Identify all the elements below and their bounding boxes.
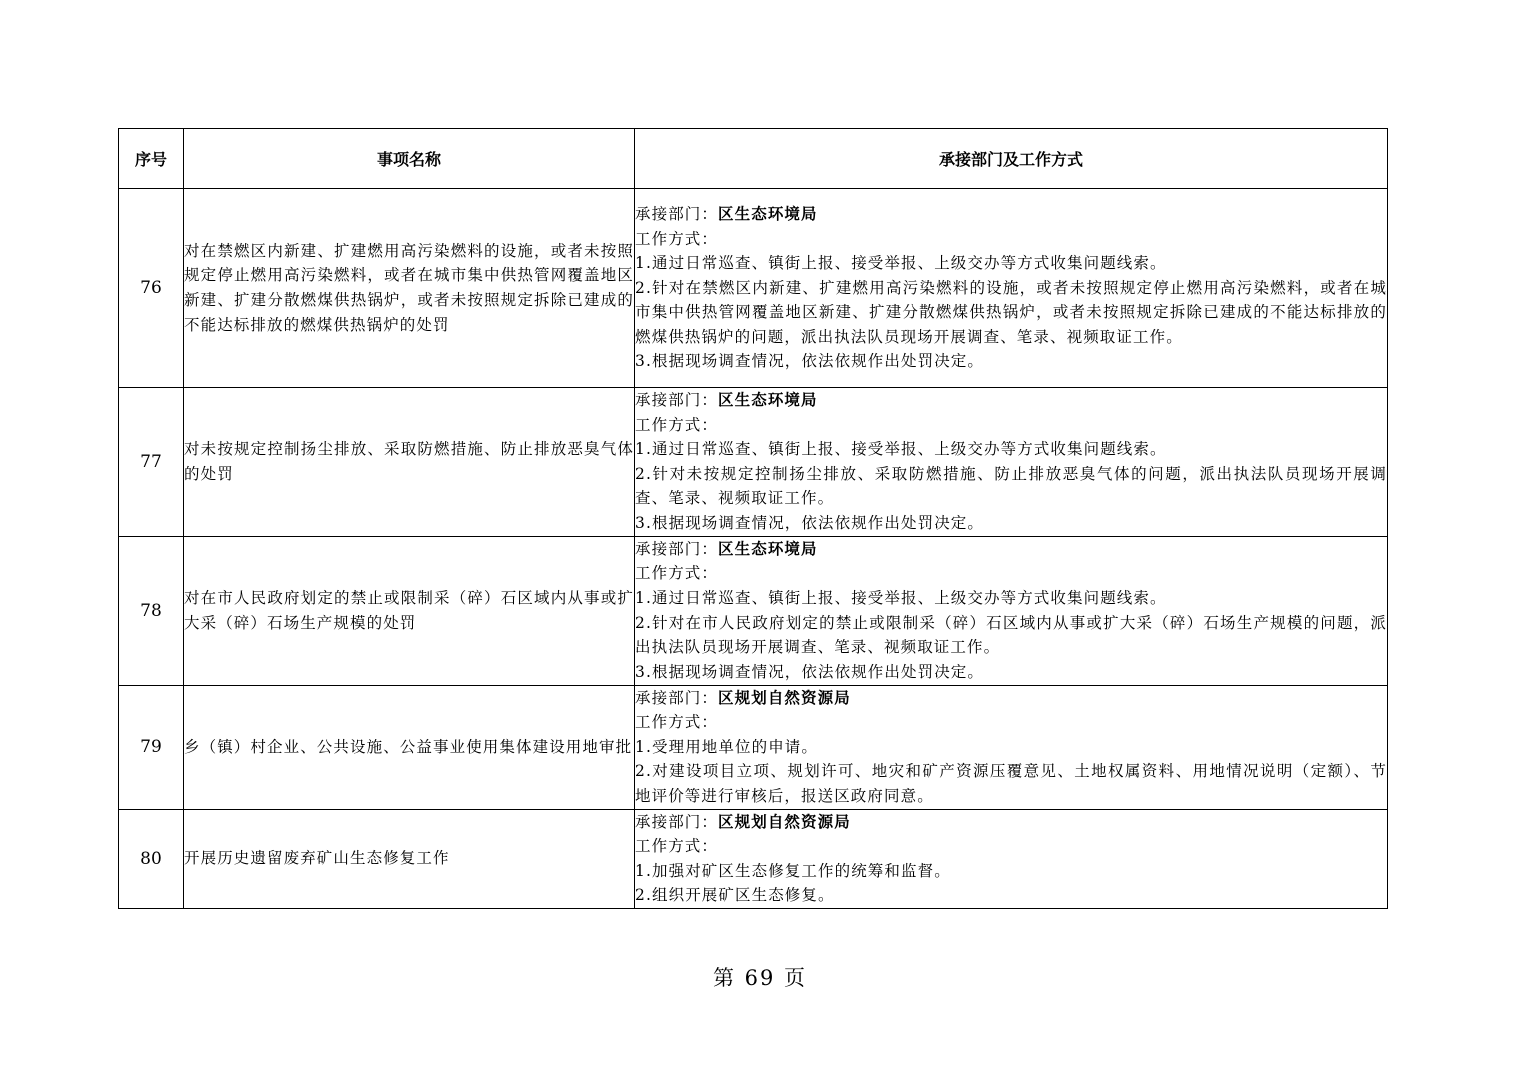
step-text: 2.组织开展矿区生态修复。 [635,886,835,905]
matter-name: 开展历史遗留废弃矿山生态修复工作 [184,809,635,908]
matter-name: 对在禁燃区内新建、扩建燃用高污染燃料的设施，或者未按照规定停止燃用高污染燃料，或者在城市集中供热管网覆盖地区新建、扩建分散燃煤供热锅炉，或者未按照规定拆除已建成的不能达标排放的燃煤供热锅炉的处罚 [184,189,635,388]
dept-prefix: 承接部门： [635,391,719,409]
dept-name: 区生态环境局 [718,538,818,558]
step-text: 1.通过日常巡查、镇街上报、接受举报、上级交办等方式收集问题线索。 [635,588,1167,607]
step-text: 3.根据现场调查情况，依法依规作出处罚决定。 [635,513,984,532]
table-row [119,685,1388,809]
table-row [119,536,1388,685]
dept-name: 区生态环境局 [718,203,818,223]
dept-prefix: 承接部门： [635,688,719,707]
dept-name: 区规划自然资源局 [718,811,851,831]
method-label: 工作方式： [635,837,719,856]
step-text: 3.根据现场调查情况，依法依规作出处罚决定。 [635,662,984,681]
matter-name: 对未按规定控制扬尘排放、采取防燃措施、防止排放恶臭气体的处罚 [184,388,635,537]
dept-cell [635,685,1388,809]
dept-prefix: 承接部门： [635,539,719,558]
table-header-row [119,129,1388,189]
method-label: 工作方式： [635,229,719,248]
matter-name: 对在市人民政府划定的禁止或限制采（碎）石区域内从事或扩大采（碎）石场生产规模的处罚 [184,536,635,685]
step-text: 2.针对在禁燃区内新建、扩建燃用高污染燃料的设施，或者未按照规定停止燃用高污染燃料，或者在城市集中供热管网覆盖地区新建、扩建分散燃煤供热锅炉，或者未按照规定拆除已建成的不能达标排放的燃煤供热锅炉的问题，派出执法队员现场开展调查、笔录、视频取证工作。 [635,278,1387,346]
step-text: 1.通过日常巡查、镇街上报、接受举报、上级交办等方式收集问题线索。 [635,440,1167,459]
row-number: 80 [119,809,184,908]
step-text: 2.针对在市人民政府划定的禁止或限制采（碎）石区域内从事或扩大采（碎）石场生产规模的问题，派出执法队员现场开展调查、笔录、视频取证工作。 [635,613,1387,657]
method-label: 工作方式： [635,415,719,434]
dept-line [635,686,1387,711]
dept-cell [635,388,1388,537]
header-no: 序号 [119,129,184,189]
page-number: 第 69 页 [712,966,808,990]
header-dept: 承接部门及工作方式 [635,129,1388,189]
matters-table [118,128,1388,909]
row-number: 79 [119,685,184,809]
dept-cell [635,809,1388,908]
dept-name: 区生态环境局 [718,390,818,409]
step-text: 1.加强对矿区生态修复工作的统筹和监督。 [635,861,951,880]
step-text: 2.针对未按规定控制扬尘排放、采取防燃措施、防止排放恶臭气体的问题，派出执法队员现场开展调查、笔录、视频取证工作。 [635,464,1387,508]
dept-cell [635,536,1388,685]
method-label: 工作方式： [635,564,719,583]
dept-cell [635,189,1388,388]
dept-line [635,810,1387,835]
step-text: 3.根据现场调查情况，依法依规作出处罚决定。 [635,352,984,371]
table-row [119,809,1388,908]
table-row [119,189,1388,388]
row-number: 78 [119,536,184,685]
dept-line [635,537,1387,562]
dept-prefix: 承接部门： [635,204,719,223]
step-text: 1.受理用地单位的申请。 [635,737,818,756]
dept-prefix: 承接部门： [635,812,719,831]
row-number: 77 [119,388,184,537]
dept-line [635,202,1387,227]
table-row [119,388,1388,537]
step-text: 2.对建设项目立项、规划许可、地灾和矿产资源压覆意见、土地权属资料、用地情况说明（定额）、节地评价等进行审核后，报送区政府同意。 [635,762,1387,805]
step-text: 1.通过日常巡查、镇街上报、接受举报、上级交办等方式收集问题线索。 [635,254,1167,273]
matter-name: 乡（镇）村企业、公共设施、公益事业使用集体建设用地审批 [184,685,635,809]
method-label: 工作方式： [635,713,719,732]
header-name: 事项名称 [184,129,635,189]
dept-line [635,388,1387,413]
row-number: 76 [119,189,184,388]
dept-name: 区规划自然资源局 [718,687,851,707]
